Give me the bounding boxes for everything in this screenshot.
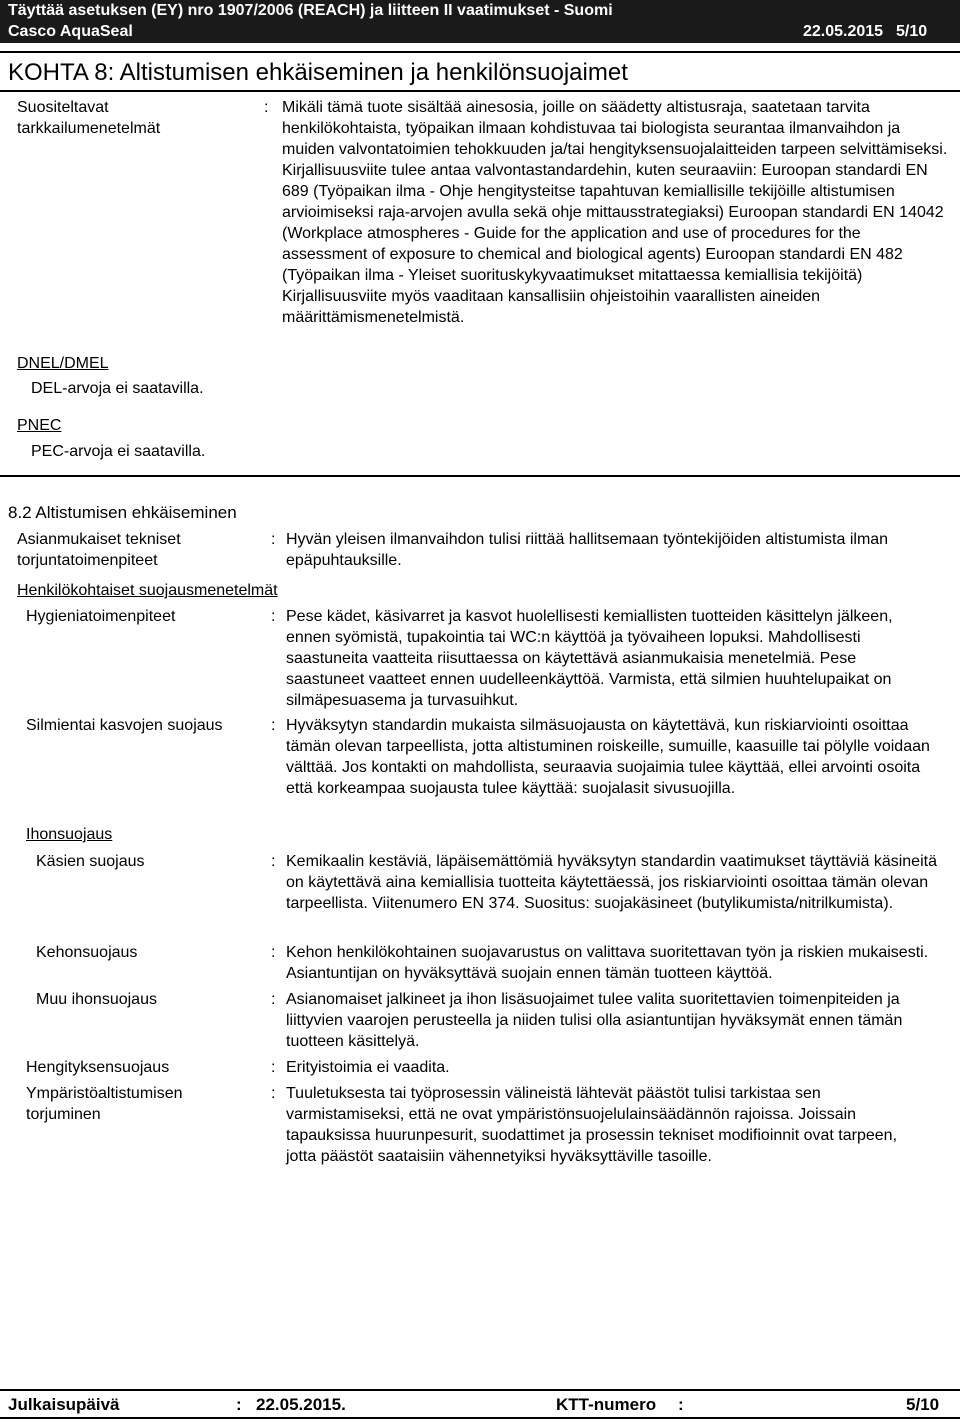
engineering-controls-label: Asianmukaiset tekniset torjuntatoimenpiteet (17, 531, 181, 569)
header-date: 22.05.2015 (803, 23, 884, 40)
subsection-title: 8.2 Altistumisen ehkäiseminen (8, 503, 237, 522)
environmental-exposure-value: Tuuletuksesta tai työprosessin välineistä lähtevät päästöt tulisi tarkistaa sen varmistamiseksi, että ne ovat ympäristönsuojelulainsäädännön rajoissa. Joissain tapauksissa huurunpesurit, suodattimet ja prosessin tekniset modifioinnit ovat tarpeen, jotta päästöt saataisiin vähennetyiksi hyväksyttäville tasoille. (286, 1085, 898, 1165)
hand-protection-label: Käsien suojaus (36, 853, 145, 870)
body-protection-label: Kehonsuojaus (36, 944, 138, 961)
ktt-number-label: KTT-numero (556, 1395, 657, 1414)
other-skin-protection-colon: : (271, 991, 276, 1008)
monitoring-text-part1: Mikäli tämä tuote sisältää ainesosia, joille on säädetty altistusraja, saatetaan tarvita henkilökohtaista, työpaikan ilmaan kohdistuvaa tai biologista seurantaa ilmanvaihdon ja muiden valvontatoimien tehokkuuden ja/tai hengityksensuojalaitteiden tarpeen selvittämiseksi. (282, 99, 948, 158)
monitoring-text-part2: Kirjallisuusviite tulee antaa valvontastandardehin, kuten seuraaviin: Euroopan standardi EN 689 (Työpaikan ilma - Ohje hengitysteitse tapahtuvan kemiallisille tekijöille altistumisen arvioimiseksi raja-arvojen avulla sekä ohje mittausstrategiaksi) Euroopan standardi EN 14042 (Workplace atmospheres - Guide for the application and use of procedures for the assessment of exposure to chemical and biological agents) Euroopan standardi EN 482 (Työpaikan ilma - Yleiset suorituskykyvaatimukset mitattaessa kemiallisia tekijöitä) Kirjallisuusviite myös vaaditaan kansallisiin ohjeistoihin vaarallisten aineiden määrittämismenetelmistä. (282, 162, 944, 326)
section-heading (0, 51, 960, 92)
product-name: Casco AquaSeal (8, 23, 133, 40)
engineering-controls-value: Hyvän yleisen ilmanvaihdon tulisi riittää hallitsemaan työntekijöiden altistumista ilman epäpuhtauksille. (286, 531, 889, 569)
ppe-title: Henkilökohtaiset suojausmenetelmät (17, 582, 278, 599)
hand-protection-colon: : (271, 853, 276, 870)
skin-protection-heading: Ihonsuojaus (26, 826, 113, 843)
page-footer (0, 1389, 960, 1419)
monitoring-text (282, 97, 950, 328)
eye-protection-value: Hyväksytyn standardin mukaista silmäsuojausta on käytettävä, kun riskiarviointi osoittaa tämän olevan tarpeellista, jotta altistuminen roiskeille, sumuille, kaasuille tai pölylle voidaan välttää. Jos kontakti on mahdollista, seuraavia suojaimia tulee käyttää, ellei arvointi osoita että korkeampaa suojausta tulee käyttää: suojalasit sivusuojilla. (286, 717, 930, 797)
other-skin-protection-value: Asianomaiset jalkineet ja ihon lisäsuojaimet tulee valita suoritettavien toimenpiteiden ja liittyvien vaarojen perusteella ja niiden tulisi olla asiantuntijan hyväksymät ennen tämän tuotteen käsittelyä. (286, 991, 903, 1050)
dnel-label: DNEL/DMEL (17, 355, 109, 372)
product-header-bar (0, 21, 960, 43)
body-protection-colon: : (271, 944, 276, 961)
eye-protection-colon: : (271, 717, 276, 734)
issue-date-colon: : (236, 1395, 242, 1414)
monitoring-label: Suositeltavat tarkkailumenetelmät (17, 99, 161, 137)
regulation-title: Täyttää asetuksen (EY) nro 1907/2006 (REACH) ja liitteen II vaatimukset - Suomi (8, 2, 613, 19)
body-protection-value: Kehon henkilökohtainen suojavarustus on valittava suoritettavan työn ja riskien mukaisesti. Asiantuntijan on hyväksyttävä suojain ennen tämän tuotteen käyttöä. (286, 944, 929, 982)
environmental-exposure-label: Ympäristöaltistumisen torjuminen (26, 1085, 183, 1123)
issue-date-value: 22.05.2015. (256, 1395, 346, 1414)
pnec-label: PNEC (17, 417, 62, 434)
engineering-controls-colon: : (271, 531, 276, 548)
ktt-number-colon: : (678, 1395, 684, 1414)
dnel-value: DEL-arvoja ei saatavilla. (31, 380, 204, 397)
footer-page-number: 5/10 (906, 1395, 940, 1414)
monitoring-colon: : (264, 99, 269, 116)
header-page-number: 5/10 (896, 23, 928, 40)
respiratory-protection-label: Hengityksensuojaus (26, 1059, 170, 1076)
hygiene-label: Hygieniatoimenpiteet (26, 608, 176, 625)
other-skin-protection-label: Muu ihonsuojaus (36, 991, 157, 1008)
environmental-exposure-colon: : (271, 1085, 276, 1102)
hand-protection-value: Kemikaalin kestäviä, läpäisemättömiä hyväksytyn standardin vaatimukset täyttäviä käsineitä on käytettävä aina kemiallisia tuotteita käytettäessä, jos riskiarviointi osoittaa tämän olevan tarpeellista. Viitenumero EN 374. Suositus: suojakäsineet (butylikumista/nitrilkumista). (286, 853, 937, 912)
hygiene-colon: : (271, 608, 276, 625)
regulation-header-bar (0, 0, 960, 21)
respiratory-protection-value: Erityistoimia ei vaadita. (286, 1059, 450, 1076)
respiratory-protection-colon: : (271, 1059, 276, 1076)
issue-date-label: Julkaisupäivä (8, 1395, 120, 1414)
section-title: KOHTA 8: Altistumisen ehkäiseminen ja henkilönsuojaimet (8, 59, 628, 86)
pnec-value: PEC-arvoja ei saatavilla. (31, 443, 206, 460)
eye-protection-label: Silmientai kasvojen suojaus (26, 717, 223, 734)
hygiene-value: Pese kädet, käsivarret ja kasvot huolellisesti kemiallisten tuotteiden käsittelyn jälkeen, ennen syömistä, tupakointia tai WC:n käyttöä ja työvaiheen lopuksi. Mahdollisesti saastuneita vaatteita riisuttaessa on käytettävä asianmukaisia menetelmiä. Pese saastuneet vaatteet ennen uudelleenkäyttöä. Varmista, että silmien huuhtelupaikat on silmäpesuasema ja turvasuihkut. (286, 608, 893, 709)
